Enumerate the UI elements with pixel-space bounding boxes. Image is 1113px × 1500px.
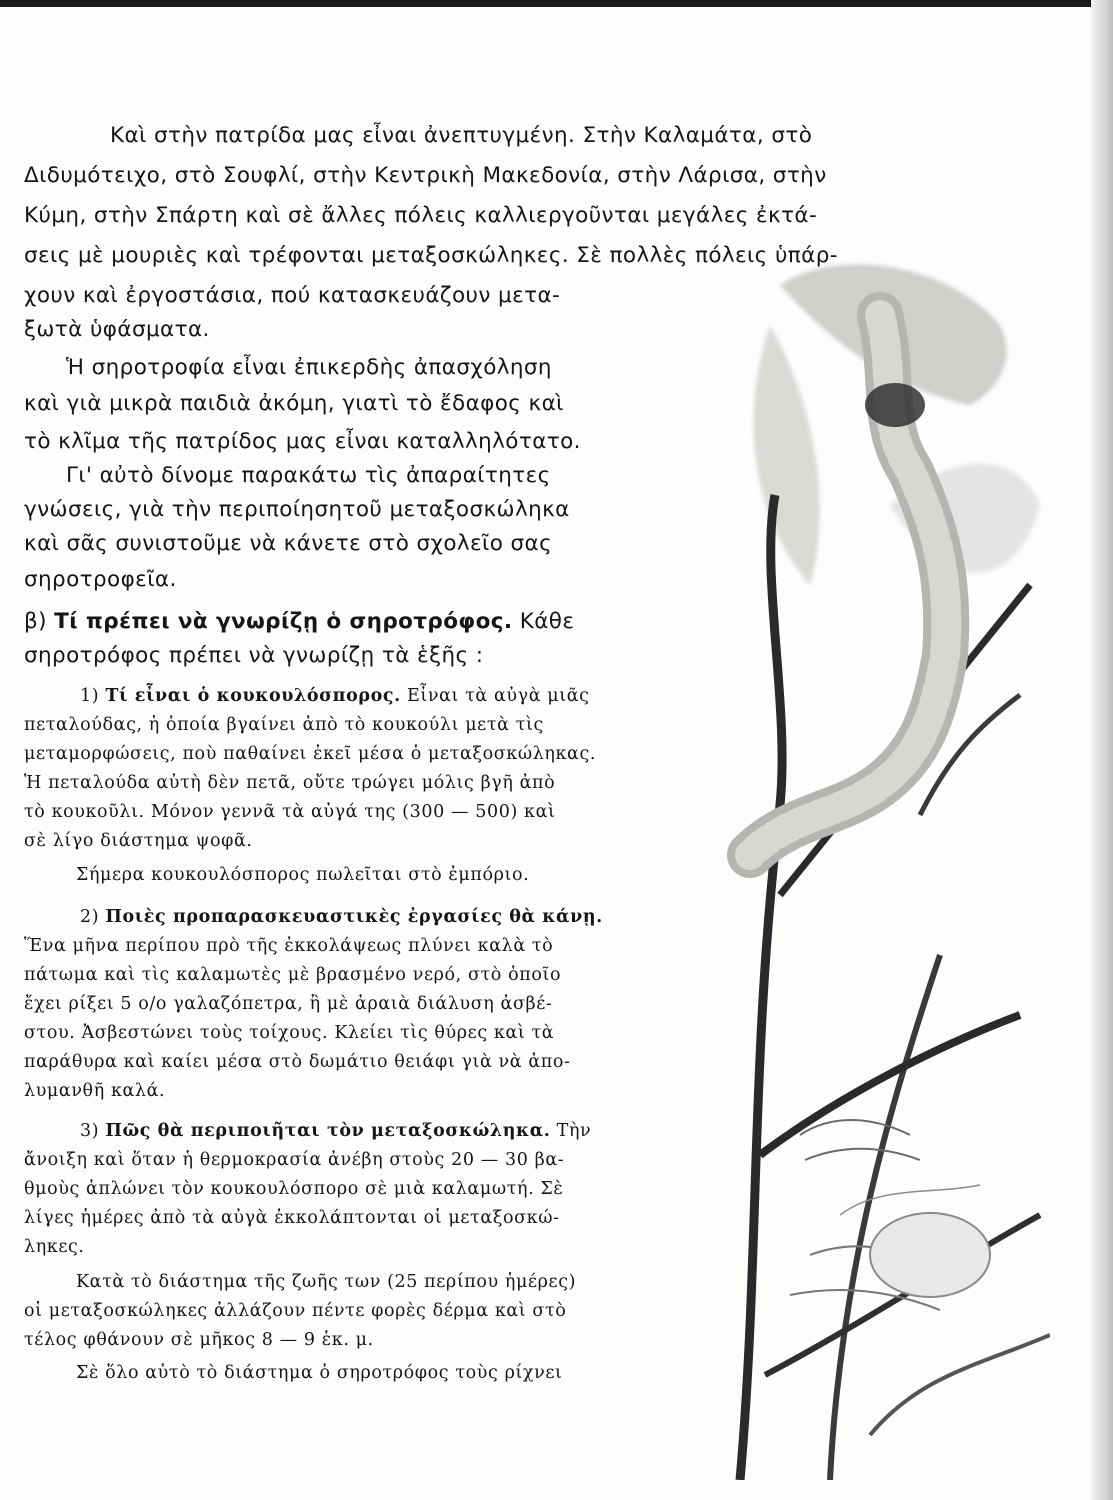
item-number: 3) — [80, 1121, 100, 1141]
item-heading-line — [80, 682, 590, 712]
section-label: β) — [24, 609, 47, 634]
paragraph-line: Διδυμότειχο, στὸ Σουφλί, στὴν Κεντρικὴ Μακεδονία, στὴν Λάρισα, στὴν — [24, 163, 827, 188]
item-heading-line — [80, 903, 603, 933]
paragraph-line: οἱ μεταξοσκώληκες ἀλλάζουν πέντε φορὲς δέρμα καὶ στὸ — [24, 1301, 567, 1321]
item-heading: Πῶς θὰ περιποιῆται τὸν μεταξοσκώληκα. — [105, 1121, 551, 1141]
paragraph-line: ἄνοιξη καὶ ὅταν ἡ θερμοκρασία ἀνέβη στοὺς 20 — 30 βα- — [24, 1150, 565, 1170]
item-number: 1) — [80, 686, 100, 706]
paragraph-line: στου. Ἀσβεστώνει τοὺς τοίχους. Κλείει τὶς θύρες καὶ τὰ — [24, 1023, 555, 1043]
paragraph-line: Ἕνα μῆνα περίπου πρὸ τῆς ἐκκολάψεως πλύνει καλὰ τὸ — [24, 936, 554, 956]
paragraph-text: Κάθε — [519, 609, 575, 634]
paragraph-line: πεταλούδας, ἡ ὁποία βγαίνει ἀπὸ τὸ κουκούλι μετὰ τὶς — [24, 715, 544, 735]
item-heading: Ποιὲς προπαρασκευαστικὲς ἐργασίες θὰ κάνῃ. — [105, 907, 603, 927]
paragraph-line: σηροτροφεῖα. — [24, 567, 177, 592]
item-heading-line — [80, 1117, 591, 1147]
paragraph-line: Καὶ στὴν πατρίδα μας εἶναι ἀνεπτυγμένη. Στὴν Καλαμάτα, στὸ — [110, 123, 813, 148]
paragraph-line: μεταμορφώσεις, ποὺ παθαίνει ἐκεῖ μέσα ὁ μεταξοσκώληκας. — [24, 744, 597, 764]
paragraph-line: ληκες. — [24, 1237, 85, 1257]
paragraph-text: Εἶναι τὰ αὐγὰ μιᾶς — [407, 686, 590, 706]
paragraph-line: πάτωμα καὶ τὶς καλαμωτὲς μὲ βρασμένο νερό, στὸ ὁποῖο — [24, 965, 562, 985]
page-binding-shadow — [1091, 0, 1113, 1500]
paragraph-line: Σὲ ὅλο αὐτὸ τὸ διάστημα ὁ σηροτρόφος τοὺς ρίχνει — [76, 1363, 563, 1383]
paragraph-text: Τὴν — [556, 1121, 592, 1141]
paragraph-line: Σήμερα κουκουλόσπορος πωλεῖται στὸ ἐμπόριο. — [76, 865, 530, 885]
paragraph-line: θμοὺς ἁπλώνει τὸν κουκουλόσπορο σὲ μιὰ καλαμωτή. Σὲ — [24, 1179, 564, 1199]
silkworm-illustration — [720, 255, 1050, 1480]
paragraph-line: σεις μὲ μουριὲς καὶ τρέφονται μεταξοσκώληκες. Σὲ πολλὲς πόλεις ὑπάρ- — [24, 243, 838, 268]
paragraph-line: καὶ γιὰ μικρὰ παιδιὰ ἀκόμη, γιατὶ τὸ ἔδαφος καὶ — [24, 391, 564, 416]
paragraph-line: Κύμη, στὴν Σπάρτη καὶ σὲ ἄλλες πόλεις καλλιεργοῦνται μεγάλες ἐκτά- — [24, 203, 818, 228]
page-top-edge — [0, 0, 1113, 7]
paragraph-line: Γι' αὐτὸ δίνομε παρακάτω τὶς ἀπαραίτητες — [66, 463, 551, 488]
paragraph-line: καὶ σᾶς συνιστοῦμε νὰ κάνετε στὸ σχολεῖο σας — [24, 531, 553, 556]
item-number: 2) — [80, 907, 100, 927]
paragraph-line: χουν καὶ ἐργοστάσια, πού κατασκευάζουν μετα- — [24, 283, 561, 308]
paragraph-line: Ἡ πεταλούδα αὐτὴ δὲν πετᾶ, οὔτε τρώγει μόλις βγῆ ἀπὸ — [24, 773, 556, 793]
paragraph-line: γνώσεις, γιὰ τὴν περιποίησητοῦ μεταξοσκώληκα — [24, 497, 570, 522]
paragraph-line: παράθυρα καὶ καίει μέσα στὸ δωμάτιο θειάφι γιὰ νὰ ἀπο- — [24, 1052, 571, 1072]
paragraph-line: σηροτρόφος πρέπει νὰ γνωρίζῃ τὰ ἑξῆς : — [24, 643, 484, 668]
paragraph-line: ξωτὰ ὑφάσματα. — [24, 317, 210, 342]
paragraph-line: τέλος φθάνουν σὲ μῆκος 8 — 9 ἑκ. μ. — [24, 1330, 374, 1350]
paragraph-line: λυμανθῆ καλά. — [24, 1081, 166, 1101]
paragraph-line: τὸ κουκοῦλι. Μόνον γεννᾶ τὰ αὐγά της (300 — 500) καὶ — [24, 802, 556, 822]
paragraph-line: σὲ λίγο διάστημα ψοφᾶ. — [24, 831, 253, 851]
paragraph-line: τὸ κλῖμα τῆς πατρίδος μας εἶναι καταλληλότατο. — [24, 429, 581, 454]
item-heading: Τί εἶναι ὁ κουκουλόσπορος. — [105, 686, 401, 706]
section-heading: Τί πρέπει νὰ γνωρίζῃ ὁ σηροτρόφος. — [54, 609, 513, 634]
paragraph-line: Ἡ σηροτροφία εἶναι ἐπικερδὴς ἀπασχόληση — [66, 355, 552, 380]
paragraph-line: λίγες ἡμέρες ἀπὸ τὰ αὐγὰ ἐκκολάπτονται οἱ μεταξοσκώ- — [24, 1208, 560, 1228]
paragraph-line: ἔχει ρίξει 5 ο/ο γαλαζόπετρα, ἢ μὲ ἀραιὰ διάλυση ἀσβέ- — [24, 994, 553, 1014]
paragraph-line: Κατὰ τὸ διάστημα τῆς ζωῆς των (25 περίπου ἡμέρες) — [76, 1272, 577, 1292]
